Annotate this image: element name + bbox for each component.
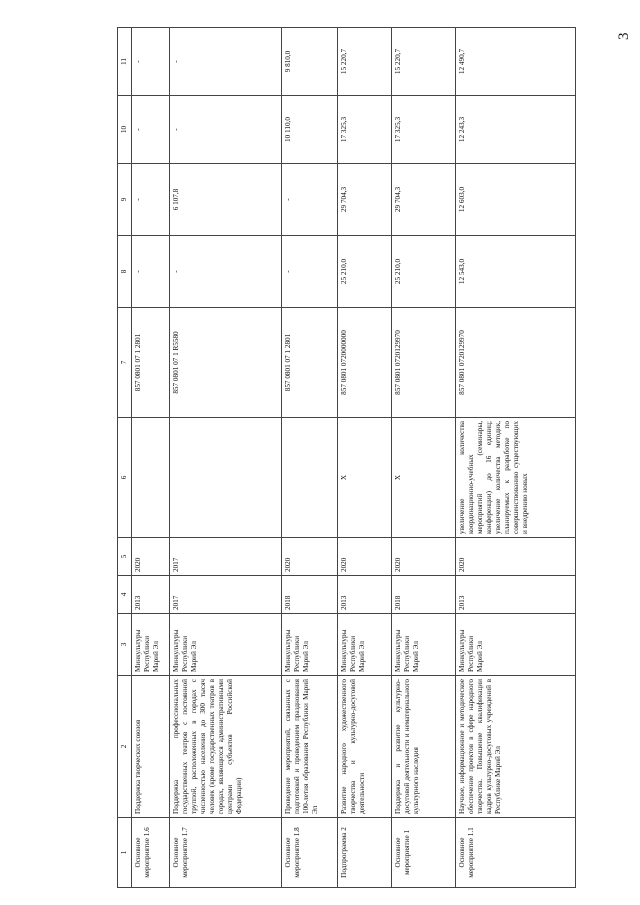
budget-code: 857 0801 07 1 R5580 — [170, 308, 282, 418]
budget-table — [117, 27, 576, 888]
header-cell: 8 — [118, 236, 132, 308]
measure-name: Развитие народного художественного творчества и культурно-досуговой деятельности — [338, 676, 392, 818]
value-col11: - — [170, 28, 282, 96]
row-label: Основное мероприятие 1.6 — [132, 818, 170, 888]
responsible: Минкультуры Республики Марий Эл — [170, 614, 282, 676]
start-year: 2013 — [132, 576, 170, 614]
value-col10: 17 325,3 — [338, 96, 392, 164]
value-col8: 12 543,0 — [456, 236, 576, 308]
expected-result — [282, 418, 338, 538]
value-col9: 12 603,0 — [456, 164, 576, 236]
expected-result: увеличение количества координационно-учебных мероприятий (семинары, конференции) до 16 единиц; увеличение количества методик, планируемых к разработке по совершенствованию существующих и внедрению новых — [456, 418, 576, 538]
header-cell: 3 — [118, 614, 132, 676]
value-col9: 29 704,3 — [392, 164, 456, 236]
budget-code: 857 0801 07 1 2801 — [132, 308, 170, 418]
page-number: 3 — [616, 32, 632, 40]
measure-name: Поддержка и развитие культурно-досуговой деятельности и нематериального культурного наследия — [392, 676, 456, 818]
row-label: Основное мероприятие 1.1 — [456, 818, 576, 888]
row-label: Основное мероприятие 1.8 — [282, 818, 338, 888]
row-label: Основное мероприятие 1 — [392, 818, 456, 888]
header-cell: 10 — [118, 96, 132, 164]
start-year: 2017 — [170, 576, 282, 614]
start-year: 2018 — [392, 576, 456, 614]
value-col9: 29 704,3 — [338, 164, 392, 236]
table-row — [456, 28, 576, 888]
header-cell: 11 — [118, 28, 132, 96]
value-col10: 17 325,3 — [392, 96, 456, 164]
start-year: 2013 — [456, 576, 576, 614]
table-row — [392, 28, 456, 888]
value-col8: - — [132, 236, 170, 308]
budget-code: 857 0801 0720129970 — [456, 308, 576, 418]
value-col10: 12 243,3 — [456, 96, 576, 164]
responsible: Минкультуры Республики Марий Эл — [392, 614, 456, 676]
measure-name: Поддержка профессиональных государственных театров с постоянной труппой, расположенных в городах с численностью населения до 300 тысяч человек (кроме государственных театров в городах, являющихся административными центрами субъектов Российской Федерации) — [170, 676, 282, 818]
start-year: 2018 — [282, 576, 338, 614]
expected-result — [132, 418, 170, 538]
end-year: 2020 — [338, 538, 392, 576]
measure-name: Научное, информационное и методическое обеспечение проектов в сфере народного творчества. Повышение квалификации кадров культурно-досуговых учреждений в Республике Марий Эл — [456, 676, 576, 818]
value-col10: - — [170, 96, 282, 164]
responsible: Минкультуры Республики Марий Эл — [132, 614, 170, 676]
end-year: 2017 — [170, 538, 282, 576]
header-cell: 7 — [118, 308, 132, 418]
value-col9: - — [132, 164, 170, 236]
rotated-table-container — [117, 28, 587, 888]
end-year: 2020 — [456, 538, 576, 576]
responsible: Минкультуры Республики Марий Эл — [456, 614, 576, 676]
header-cell: 6 — [118, 418, 132, 538]
table-row — [170, 28, 282, 888]
budget-code: 857 0801 07 1 2801 — [282, 308, 338, 418]
header-cell: 1 — [118, 818, 132, 888]
header-cell: 4 — [118, 576, 132, 614]
value-col8: 25 210,0 — [338, 236, 392, 308]
row-label: Подпрограмма 2 — [338, 818, 392, 888]
value-col11: 15 220,7 — [338, 28, 392, 96]
value-col8: 25 210,0 — [392, 236, 456, 308]
header-cell: 5 — [118, 538, 132, 576]
value-col10: - — [132, 96, 170, 164]
table-row — [132, 28, 170, 888]
end-year: 2020 — [282, 538, 338, 576]
start-year: 2013 — [338, 576, 392, 614]
row-label: Основное мероприятие 1.7 — [170, 818, 282, 888]
value-col11: - — [132, 28, 170, 96]
table-row — [338, 28, 392, 888]
responsible: Минкультуры Республики Марий Эл — [338, 614, 392, 676]
value-col10: 10 110,0 — [282, 96, 338, 164]
end-year: 2020 — [132, 538, 170, 576]
value-col11: 15 220,7 — [392, 28, 456, 96]
budget-code: 857 0801 0720129970 — [392, 308, 456, 418]
table-header-row — [118, 28, 132, 888]
header-cell: 9 — [118, 164, 132, 236]
expected-result — [170, 418, 282, 538]
expected-result: Х — [392, 418, 456, 538]
value-col11: 9 810,0 — [282, 28, 338, 96]
end-year: 2020 — [392, 538, 456, 576]
measure-name: Поддержка творческих союзов — [132, 676, 170, 818]
value-col9: - — [282, 164, 338, 236]
responsible: Минкультуры Республики Марий Эл — [282, 614, 338, 676]
value-col8: - — [170, 236, 282, 308]
header-cell: 2 — [118, 676, 132, 818]
value-col8: - — [282, 236, 338, 308]
expected-result: Х — [338, 418, 392, 538]
value-col11: 12 490,7 — [456, 28, 576, 96]
budget-code: 857 0801 0720000000 — [338, 308, 392, 418]
measure-name: Проведение мероприятий, связанных с подготовкой и проведением празднования 100-летия образования Республики Марий Эл — [282, 676, 338, 818]
table-row — [282, 28, 338, 888]
value-col9: 6 107,8 — [170, 164, 282, 236]
